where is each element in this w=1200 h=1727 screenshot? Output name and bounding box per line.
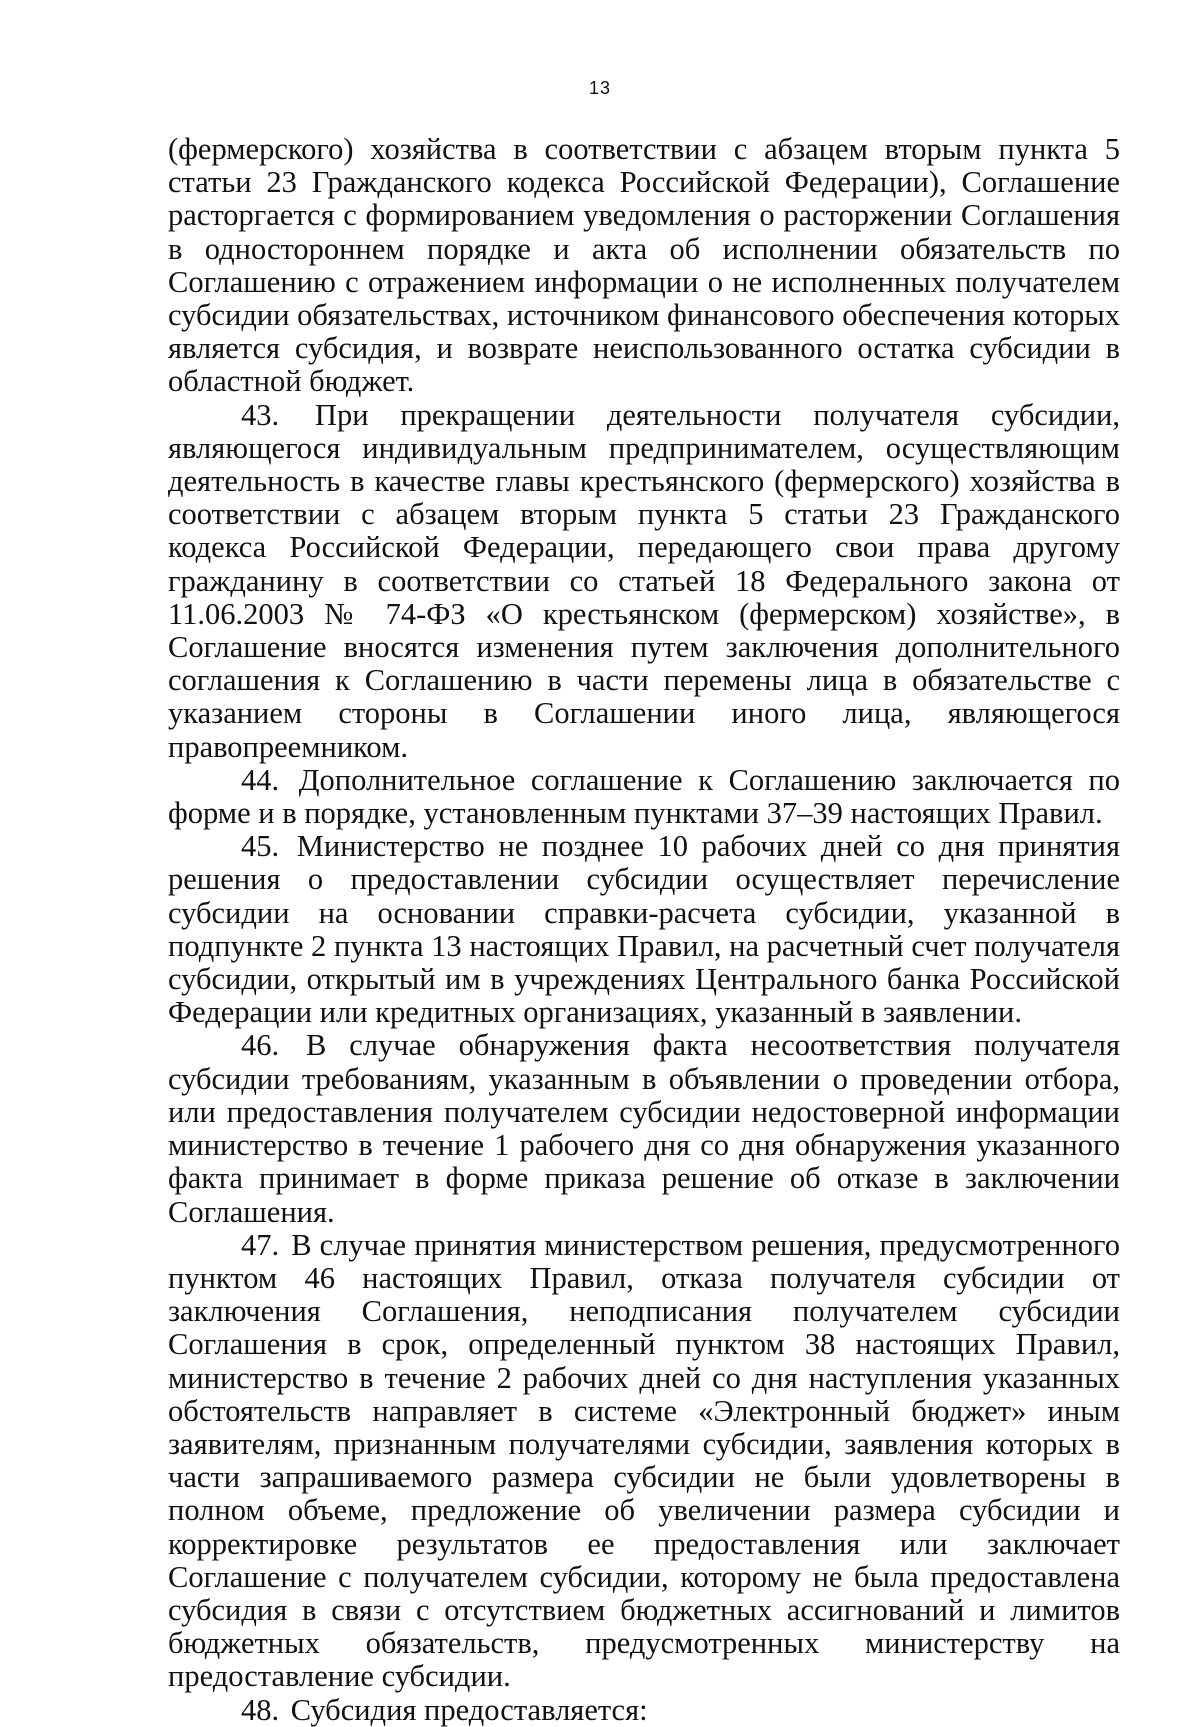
paragraph-text: Субсидия предоставляется: (290, 1692, 648, 1727)
document-body (168, 133, 1120, 1727)
paragraph-48 (168, 1694, 1120, 1727)
paragraph-46 (168, 1029, 1120, 1228)
paragraph-text: В случае принятия министерством решения, предусмотренного пунктом 46 настоящих Правил, отказа получателя субсидии от заключения Соглашения, неподписания получателем субсидии Соглашения в срок, определенный пунктом 38 настоящих Правил, министерство в течение 2 рабочих дней со дня наступления указанных обстоятельств направляет в системе «Электронный бюджет» иным заявителям, признанным получателями субсидии, заявления которых в части запрашиваемого размера субсидии не были удовлетворены в полном объеме, предложение об увеличении размера субсидии и корректировке результатов ее предоставления или заключает Соглашение с получателем субсидии, которому не была предоставлена субсидия в связи с отсутствием бюджетных ассигнований и лимитов бюджетных обязательств, предусмотренных министерству на предоставление субсидии. (168, 1227, 1121, 1694)
paragraph-44 (168, 764, 1120, 830)
paragraph-number: 44. (241, 762, 280, 797)
paragraph-text: В случае обнаружения факта несоответствия получателя субсидии требованиям, указанным в объявлении о проведении отбора, или предоставления получателем субсидии недостоверной информации министерство в течение 1 рабочего дня со дня обнаружения указанного факта принимает в форме приказа решение об отказе в заключении Соглашения. (168, 1028, 1120, 1229)
paragraph-text: При прекращении деятельности получателя субсидии, являющегося индивидуальным предпринимателем, осуществляющим деятельность в качестве главы крестьянского (фермерского) хозяйства в соответствии с абзацем вторым пункта 5 статьи 23 Гражданского кодекса Российской Федерации, передающего свои права другому гражданину в соответствии со статьей 18 Федерального закона от 11.06.2003 № 74-ФЗ «О крестьянском (фермерском) хозяйстве», в Соглашение вносятся изменения путем заключения дополнительного соглашения к Соглашению в части перемены лица в обязательстве с указанием стороны в Соглашении иного лица, являющегося правопреемником. (168, 397, 1120, 764)
paragraph-continuation (168, 133, 1120, 399)
paragraph-text: Министерство не позднее 10 рабочих дней со дня принятия решения о предоставлении субсидии осуществляет перечисление субсидии на основании справки-расчета субсидии, указанной в подпункте 2 пункта 13 настоящих Правил, на расчетный счет получателя субсидии, открытый им в учреждениях Центрального банка Российской Федерации или кредитных организациях, указанный в заявлении. (168, 829, 1121, 1030)
paragraph-number: 46. (241, 1028, 280, 1063)
paragraph-number: 45. (241, 829, 280, 864)
paragraph-number: 47. (241, 1227, 280, 1262)
paragraph-number: 43. (241, 397, 280, 432)
page-number: 13 (588, 78, 612, 98)
paragraph-45 (168, 830, 1120, 1029)
paragraph-43 (168, 399, 1120, 764)
paragraph-number: 48. (241, 1692, 280, 1727)
paragraph-text: Дополнительное соглашение к Соглашению заключается по форме и в порядке, установленным пунктами 37–39 настоящих Правил. (168, 762, 1120, 831)
paragraph-47 (168, 1229, 1120, 1694)
paragraph-text: (фермерского) хозяйства в соответствии с абзацем вторым пункта 5 статьи 23 Гражданского кодекса Российской Федерации), Соглашение расторгается с формированием уведомления о расторжении Соглашения в одностороннем порядке и акта об исполнении обязательств по Соглашению с отражением информации о не исполненных получателем субсидии обязательствах, источником финансового обеспечения которых является субсидия, и возврате неиспользованного остатка субсидии в областной бюджет. (168, 132, 1120, 399)
